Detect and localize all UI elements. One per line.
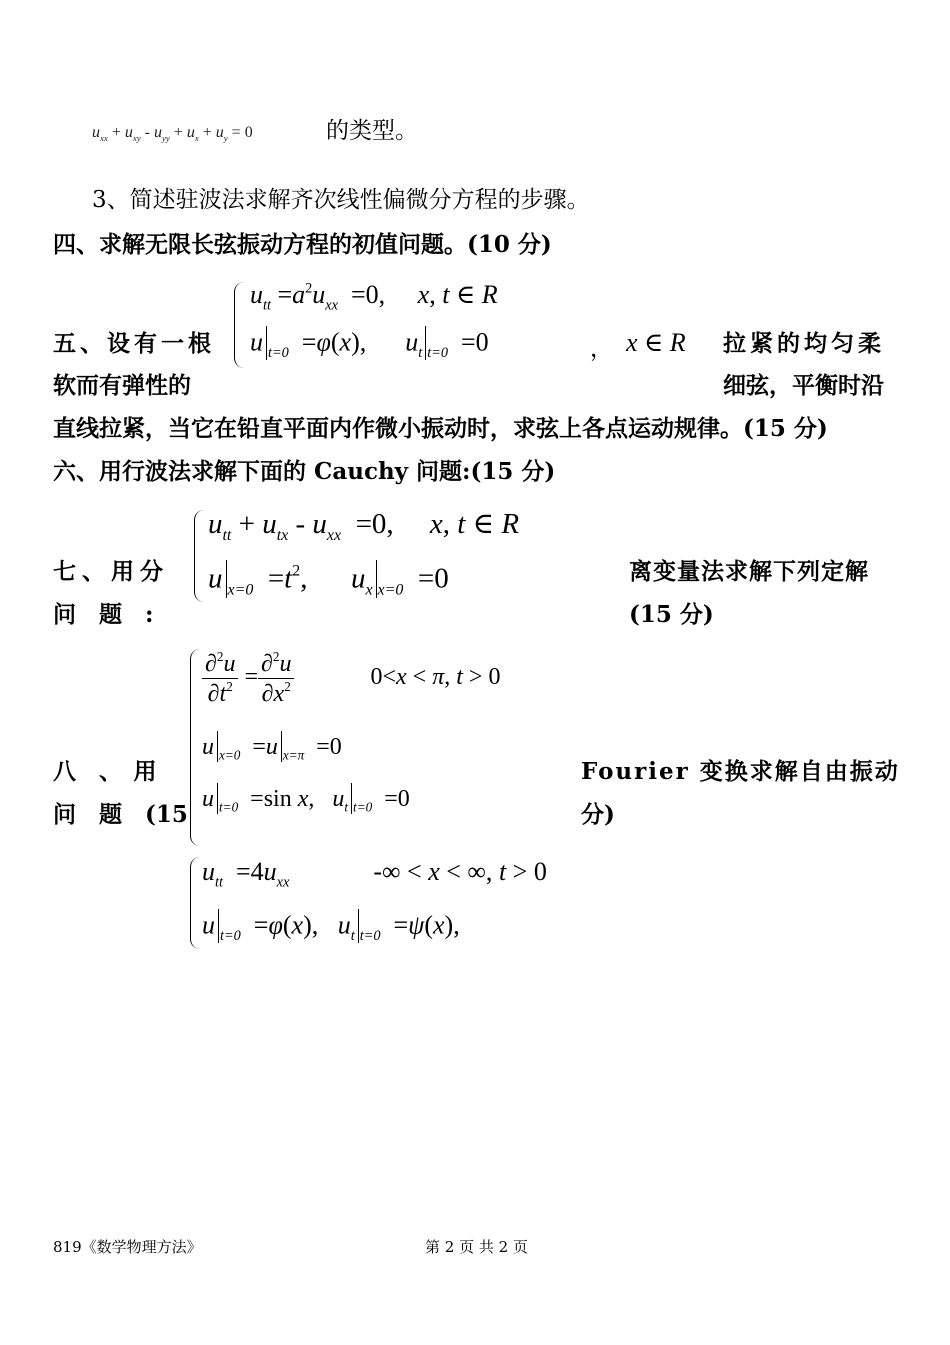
sec4-eq1: $u_{tt} =a^2u_{xx} =0$, x, t ∈ R: [250, 280, 498, 314]
sec5-right-2: 细弦，平衡时沿: [723, 372, 884, 399]
q2-suffix: 的类型。: [326, 118, 418, 144]
brace: [234, 282, 245, 368]
sec6-heading: 六、用行波法求解下面的 Cauchy 问题:(15 分): [53, 458, 556, 485]
sec8-right-2: 分): [581, 801, 615, 828]
sec8-right-1: Fourier 变换求解自由振动: [581, 758, 900, 785]
sec6-system: [194, 506, 614, 606]
sec8-left-1: 八 、 用: [53, 758, 157, 785]
sec5-right-1: 拉紧的均匀柔: [723, 330, 885, 357]
footer-course: 819《数学物理方法》: [53, 1238, 202, 1256]
brace: [194, 510, 205, 602]
sec8-system: [190, 853, 620, 953]
sec8-eq1: $u_{tt} =4u_{xx}$ -∞ < x < ∞, t > 0: [202, 857, 547, 891]
sec4-eq2: u $_{t=0}$ =φ(x), $u_t$ $_{t=0}$ =0: [250, 327, 489, 362]
brace: [190, 649, 201, 846]
sec4-system: [234, 278, 614, 372]
sec7-system: [190, 645, 590, 850]
sec7-right-1: 离变量法求解下列定解: [629, 558, 869, 585]
q3-line: 3、简述驻波法求解齐次线性偏微分方程的步骤。: [92, 187, 590, 213]
sec5-left-1: 五、设有一根: [53, 330, 215, 357]
sec4-heading: 四、求解无限长弦振动方程的初值问题。(10 分): [53, 231, 552, 258]
footer-page: 第 2 页 共 2 页: [425, 1238, 528, 1256]
sec8-eq2: u $_{t=0}$ =φ(x), $u_t$ $_{t=0}$ =ψ(x),: [202, 910, 460, 945]
sec4-domain: x ∈ R: [626, 328, 686, 357]
sec7-right-2: (15 分): [629, 601, 714, 628]
sec7-left-1: 七、用分: [53, 558, 169, 585]
sec6-eq1: $u_{tt} + u_{tx} - u_{xx} =0$, x, t ∈ R: [208, 508, 520, 545]
sec8-left-2: 问 题 (15: [53, 801, 188, 828]
sec4-comma: ，: [590, 336, 613, 362]
sec5-left-2: 软而有弹性的: [53, 372, 191, 399]
sec5-line: 直线拉紧，当它在铅直平面内作微小振动时，求弦上各点运动规律。(15 分): [53, 415, 828, 442]
sec7-left-2: 问 题 :: [53, 601, 154, 628]
brace: [190, 857, 201, 949]
sec7-eq2: u $_{x=0}$ =u $_{x=\pi}$ =0: [202, 731, 342, 764]
sec7-eq1: $\frac{\partial^2u}{\partial t^2}$ = $\frac{\partial^2u}{\partial x^2}$ 0<x < π, t > 0: [202, 649, 500, 708]
sec7-eq3: u $_{t=0}$ =sin x, $u_t$ $_{t=0}$ =0: [202, 783, 410, 816]
q2-equation: $u_{xx} + u_{xy} - u_{yy} + u_x + u_y = 0$: [92, 124, 253, 143]
sec6-eq2: u $_{x=0} =t^2$, $u_x$ $_{x=0}$ =0: [208, 560, 449, 600]
